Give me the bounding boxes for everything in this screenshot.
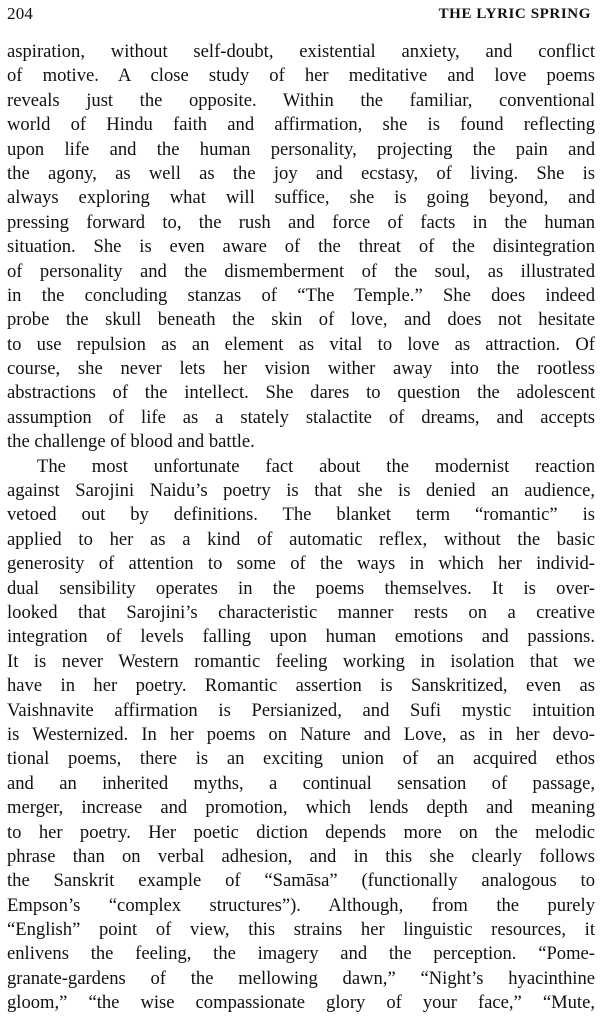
- body-text: [7, 40, 595, 1016]
- text-line: enlivens the feeling, the imagery and the perception. “Pome-: [7, 943, 595, 965]
- text-line: vetoed out by definitions. The blanket term “romantic” is: [7, 504, 595, 526]
- text-line: Vaishnavite affirmation is Persianized, and Sufi mystic intuition: [7, 699, 595, 721]
- text-line: phrase than on verbal adhesion, and in this she clearly follows: [7, 845, 595, 867]
- text-line: The most unfortunate fact about the modernist reaction: [37, 455, 595, 477]
- text-line: pressing forward to, the rush and force of facts in the human: [7, 211, 595, 233]
- text-line: dual sensibility operates in the poems themselves. It is over-: [7, 577, 595, 599]
- text-line: Empson’s “complex structures”). Although, from the purely: [7, 894, 595, 916]
- text-line: the agony, as well as the joy and ecstasy, of living. She is: [7, 162, 595, 184]
- text-line: to her poetry. Her poetic diction depends more on the melodic: [7, 821, 595, 843]
- text-line: probe the skull beneath the skin of love, and does not hesitate: [7, 309, 595, 331]
- text-line: course, she never lets her vision wither away into the rootless: [7, 358, 595, 380]
- text-line: the Sanskrit example of “Samāsa” (functionally analogous to: [7, 870, 595, 892]
- text-line: against Sarojini Naidu’s poetry is that she is denied an audience,: [7, 480, 595, 502]
- text-line: integration of levels falling upon human emotions and passions.: [7, 626, 595, 648]
- text-line: situation. She is even aware of the threat of the disintegration: [7, 236, 595, 258]
- text-line: to use repulsion as an element as vital to love as attraction. Of: [7, 333, 595, 355]
- text-line: always exploring what will suffice, she is going beyond, and: [7, 187, 595, 209]
- text-line: reveals just the opposite. Within the familiar, conventional: [7, 89, 595, 111]
- text-line: generosity of attention to some of the ways in which her individ-: [7, 553, 595, 575]
- paragraph: [7, 455, 595, 1016]
- text-line: upon life and the human personality, projecting the pain and: [7, 138, 595, 160]
- text-line: and an inherited myths, a continual sensation of passage,: [7, 772, 595, 794]
- text-line: tional poems, there is an exciting union of an acquired ethos: [7, 748, 595, 770]
- text-line: granate-gardens of the mellowing dawn,” “Night’s hyacinthine: [7, 967, 595, 989]
- text-line: merger, increase and promotion, which lends depth and meaning: [7, 797, 595, 819]
- text-line: abstractions of the intellect. She dares to question the adolescent: [7, 382, 595, 404]
- page-number: 204: [7, 4, 34, 23]
- running-head: [7, 0, 595, 30]
- text-line: looked that Sarojini’s characteristic manner rests on a creative: [7, 601, 595, 623]
- text-line: “English” point of view, this strains her linguistic resources, it: [7, 919, 595, 941]
- text-line: applied to her as a kind of automatic reflex, without the basic: [7, 528, 595, 550]
- paragraph: [7, 40, 595, 455]
- text-line: the challenge of blood and battle.: [7, 431, 255, 453]
- book-page: [7, 0, 595, 1035]
- text-line: aspiration, without self-doubt, existential anxiety, and conflict: [7, 41, 595, 62]
- text-line: have in her poetry. Romantic assertion is Sanskritized, even as: [7, 675, 595, 697]
- text-line: gloom,” “the wise compassionate glory of your face,” “Mute,: [7, 992, 595, 1014]
- text-line: It is never Western romantic feeling working in isolation that we: [7, 650, 595, 672]
- text-line: of personality and the dismemberment of the soul, as illustrated: [7, 260, 595, 282]
- text-line: world of Hindu faith and affirmation, she is found reflecting: [7, 114, 595, 136]
- text-line: in the concluding stanzas of “The Temple.” She does indeed: [7, 284, 595, 306]
- text-line: of motive. A close study of her meditative and love poems: [7, 65, 595, 87]
- text-line: assumption of life as a stately stalactite of dreams, and accepts: [7, 406, 595, 428]
- text-line: is Westernized. In her poems on Nature and Love, as in her devo-: [7, 723, 595, 745]
- running-title: THE LYRIC SPRING: [438, 6, 591, 22]
